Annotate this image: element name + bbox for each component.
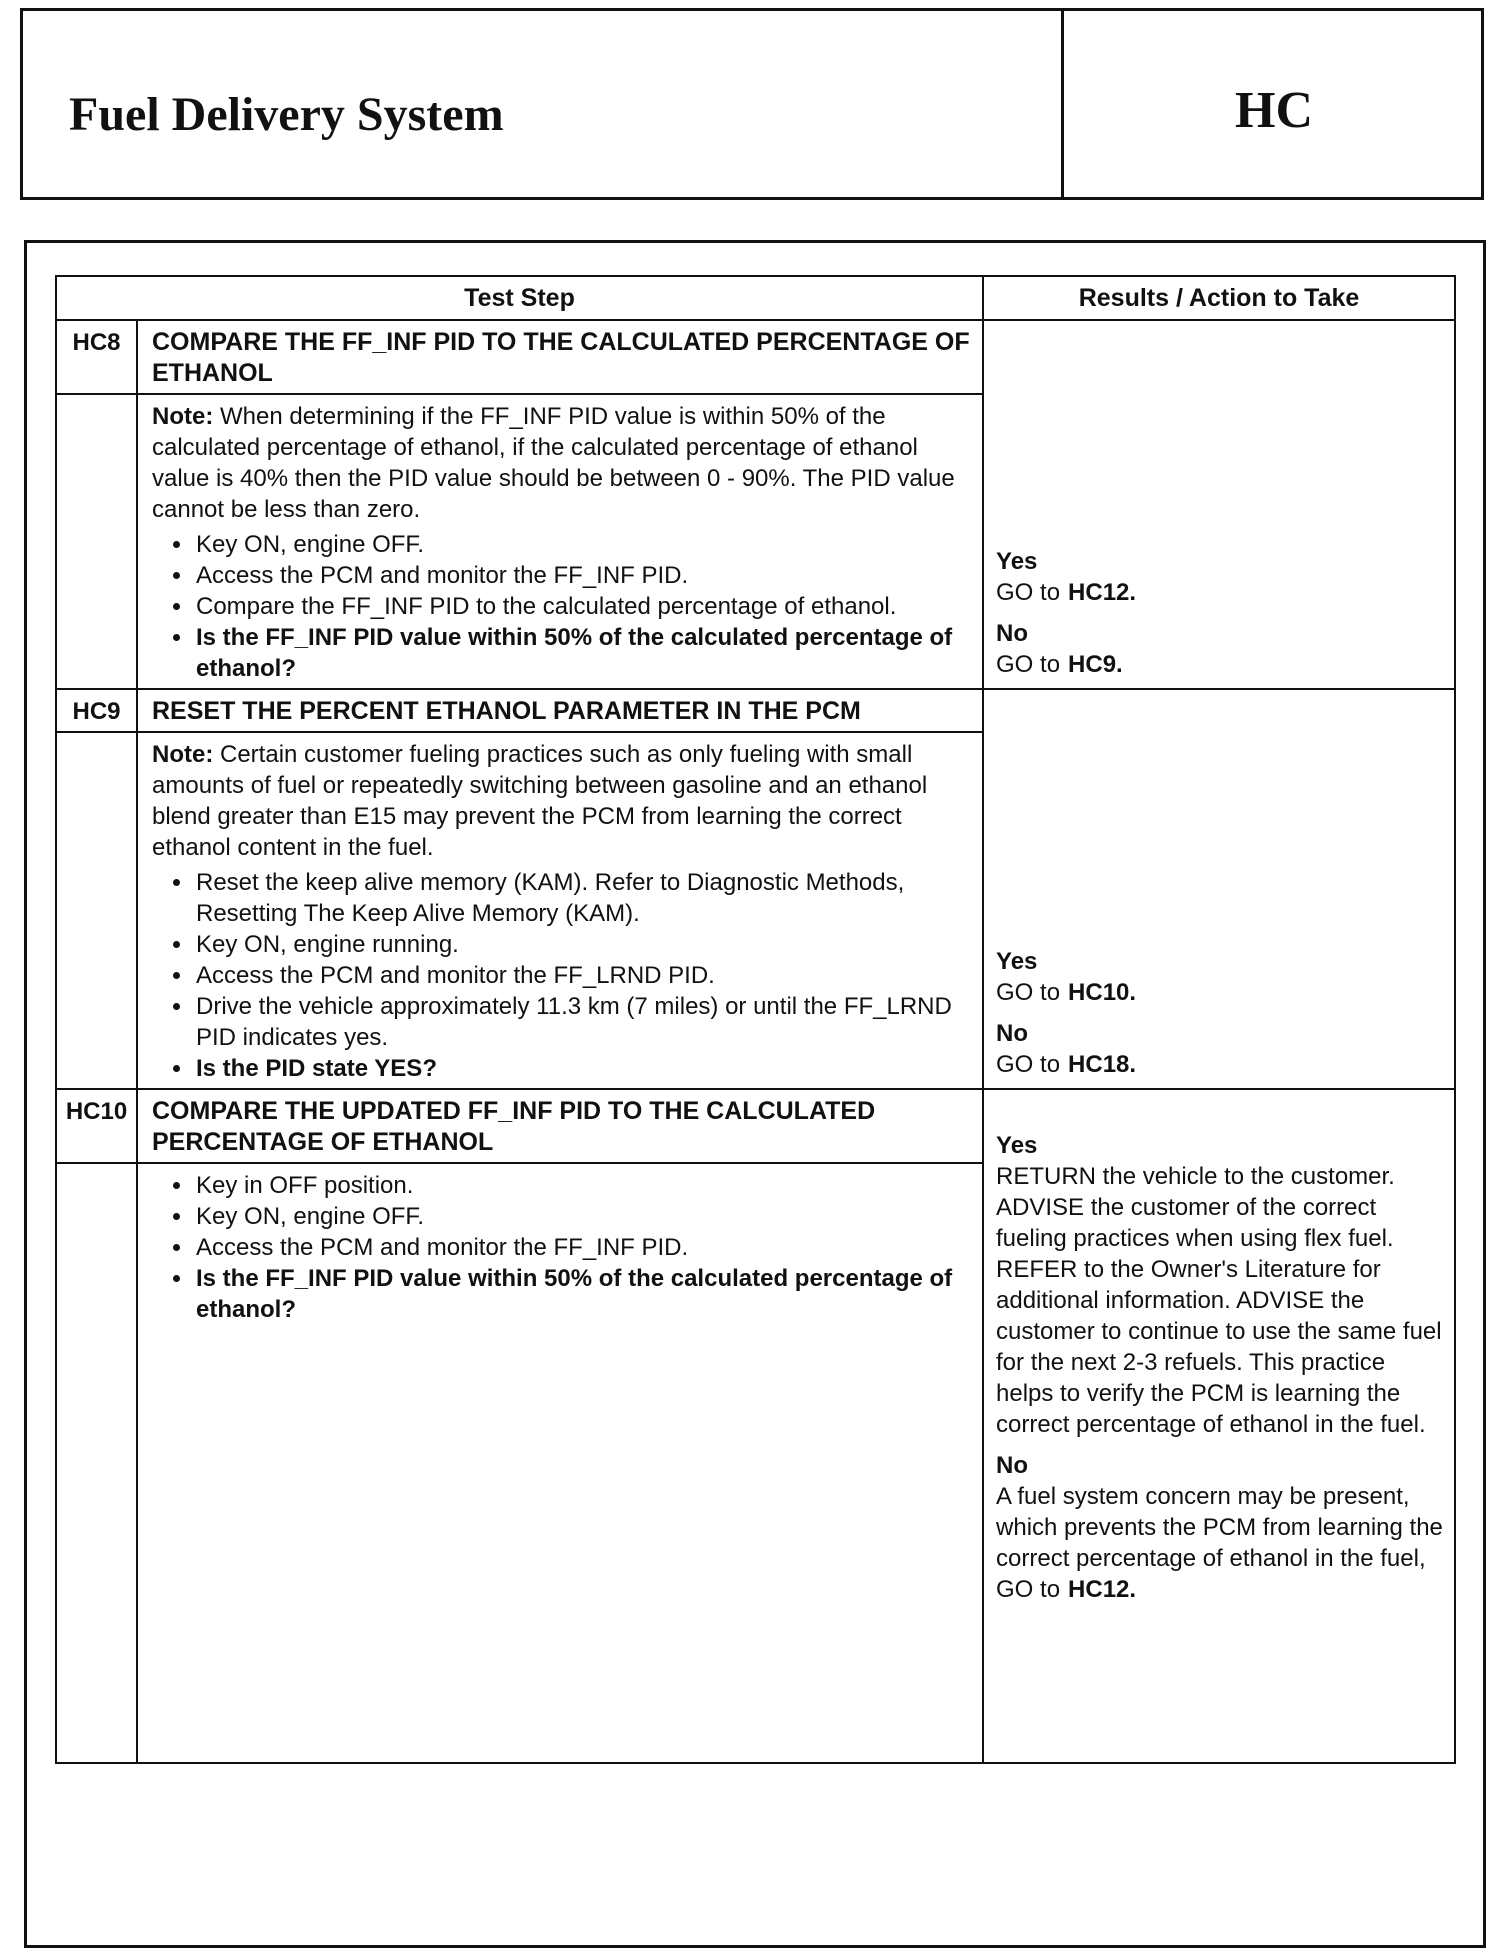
list-item: • Access the PCM and monitor the FF_INF PID. [194, 1232, 964, 1263]
goto-step-link[interactable]: HC18. [1068, 1051, 1137, 1078]
step-code-blank [56, 732, 137, 1089]
section-title: Fuel Delivery System [69, 88, 504, 141]
step-result [983, 1089, 1455, 1763]
result-yes-action [996, 577, 1446, 608]
goto-text: GO to [996, 1051, 1061, 1078]
list-item: • Compare the FF_INF PID to the calculated percentage of ethanol. [194, 591, 964, 622]
step-bullets [152, 1170, 964, 1325]
result-no-label: No [996, 1452, 1029, 1479]
step-title-row [56, 320, 1455, 394]
step-body [137, 732, 983, 1089]
spacer [996, 1008, 1446, 1018]
list-item: • Drive the vehicle approximately 11.3 km (7 miles) or until the FF_LRND PID indicates yes. [194, 991, 964, 1053]
step-bullets [152, 867, 964, 1084]
section-code: HC [1235, 82, 1313, 139]
step-code-blank [56, 1163, 137, 1763]
result-no-goto [996, 1574, 1446, 1605]
step-title: COMPARE THE FF_INF PID TO THE CALCULATED PERCENTAGE OF ETHANOL [137, 320, 983, 394]
step-question: • Is the FF_INF PID value within 50% of the calculated percentage of ethanol? [194, 622, 964, 684]
table-header-row [56, 276, 1455, 320]
list-item: • Access the PCM and monitor the FF_INF PID. [194, 560, 964, 591]
result-no-action [996, 1049, 1446, 1080]
step-question: • Is the PID state YES? [194, 1053, 964, 1084]
note-label: Note: [152, 741, 214, 768]
list-item: • Key in OFF position. [194, 1170, 964, 1201]
col-header-test-step: Test Step [56, 276, 983, 320]
goto-step-link[interactable]: HC12. [1068, 1576, 1137, 1603]
step-title: RESET THE PERCENT ETHANOL PARAMETER IN THE PCM [137, 689, 983, 732]
test-step-table [55, 275, 1456, 1764]
list-item: • Key ON, engine OFF. [194, 1201, 964, 1232]
step-code: HC10 [56, 1089, 137, 1163]
step-note [152, 739, 964, 863]
list-item: • Key ON, engine OFF. [194, 529, 964, 560]
list-item: • Reset the keep alive memory (KAM). Refer to Diagnostic Methods, Resetting The Keep Alive Memory (KAM). [194, 867, 964, 929]
step-title: COMPARE THE UPDATED FF_INF PID TO THE CALCULATED PERCENTAGE OF ETHANOL [137, 1089, 983, 1163]
step-body [137, 1163, 983, 1763]
result-yes-action: RETURN the vehicle to the customer. ADVISE the customer of the correct fueling practices when using flex fuel. REFER to the Owner's Literature for additional information. ADVISE the customer to continue to use the same fuel for the next 2-3 refuels. This practice helps to verify the PCM is learning the correct percentage of ethanol in the fuel. [996, 1163, 1442, 1438]
step-code-blank [56, 394, 137, 689]
note-text: Certain customer fueling practices such as only fueling with small amounts of fuel or repeatedly switching between gasoline and an ethanol blend greater than E15 may prevent the PCM from learning the correct ethanol content in the fuel. [152, 741, 928, 861]
spacer [996, 608, 1446, 618]
list-item: • Access the PCM and monitor the FF_LRND PID. [194, 960, 964, 991]
goto-text: GO to [996, 979, 1061, 1006]
goto-text: GO to [996, 579, 1061, 606]
step-code: HC8 [56, 320, 137, 394]
goto-step-link[interactable]: HC12. [1068, 579, 1137, 606]
page-header [20, 8, 1484, 200]
spacer [996, 1440, 1446, 1450]
step-result [983, 320, 1455, 689]
note-text: When determining if the FF_INF PID value is within 50% of the calculated percentage of ethanol, if the calculated percentage of ethanol value is 40% then the PID value should be between 0 - 90%. The PID value cannot be less than zero. [152, 403, 955, 523]
result-no-action [996, 649, 1446, 680]
list-item: • Key ON, engine running. [194, 929, 964, 960]
result-no-label: No [996, 620, 1029, 647]
step-code: HC9 [56, 689, 137, 732]
goto-step-link[interactable]: HC10. [1068, 979, 1137, 1006]
result-no-label: No [996, 1020, 1029, 1047]
result-yes-label: Yes [996, 548, 1038, 575]
result-yes-label: Yes [996, 948, 1038, 975]
note-label: Note: [152, 403, 214, 430]
goto-text: GO to [996, 1576, 1061, 1603]
result-yes-action [996, 977, 1446, 1008]
goto-text: GO to [996, 651, 1061, 678]
step-note [152, 401, 964, 525]
step-title-row [56, 689, 1455, 732]
step-bullets [152, 529, 964, 684]
result-no-action: A fuel system concern may be present, which prevents the PCM from learning the correct percentage of ethanol in the fuel, [996, 1483, 1443, 1572]
step-title-row [56, 1089, 1455, 1163]
step-question: • Is the FF_INF PID value within 50% of the calculated percentage of ethanol? [194, 1263, 964, 1325]
goto-step-link[interactable]: HC9. [1068, 651, 1123, 678]
col-header-results: Results / Action to Take [983, 276, 1455, 320]
step-body [137, 394, 983, 689]
step-result [983, 689, 1455, 1089]
result-yes-label: Yes [996, 1132, 1038, 1159]
